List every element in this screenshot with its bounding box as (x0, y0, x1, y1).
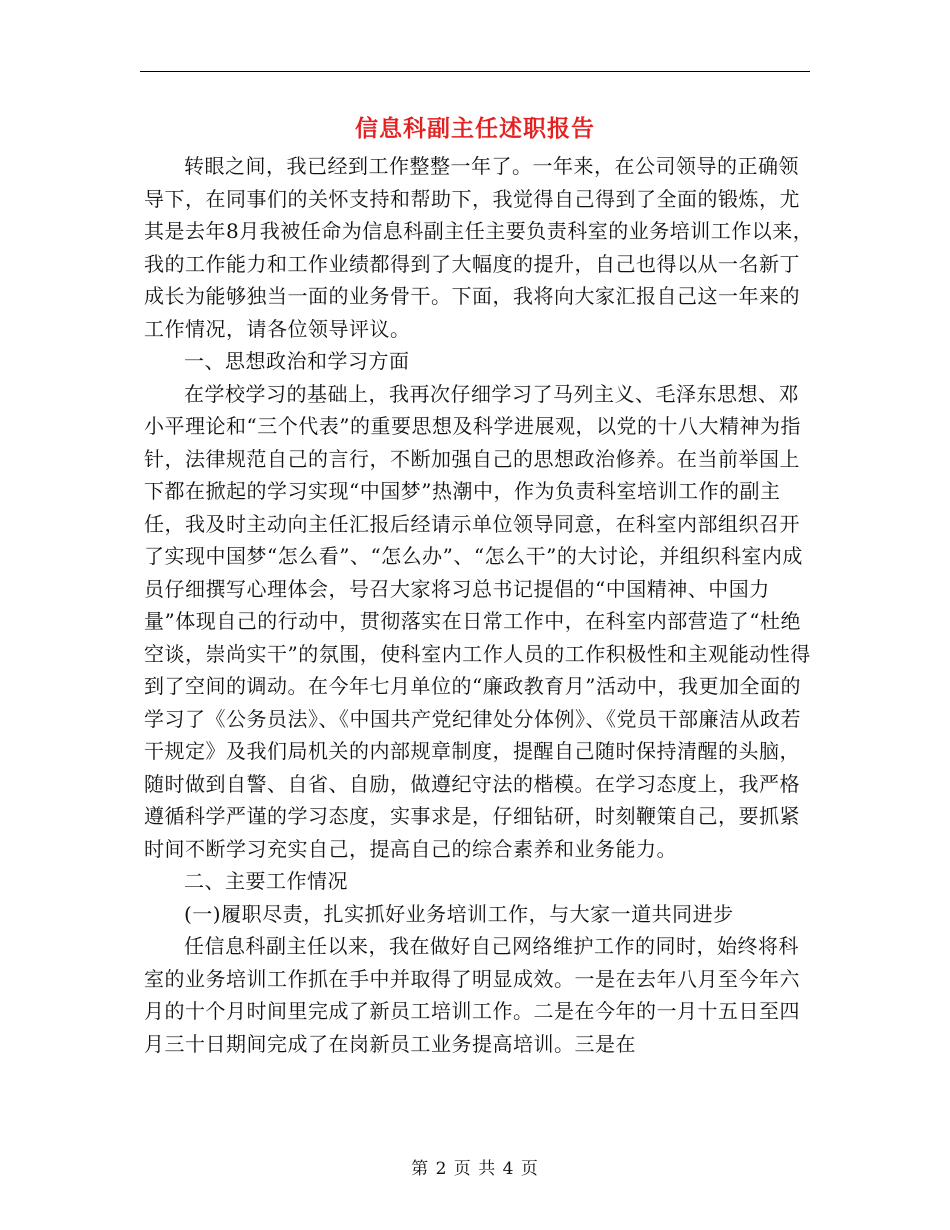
section-heading-2: 二、主要工作情况 (184, 869, 348, 893)
paragraph-intro: 转眼之间，我已经到工作整整一年了。一年来，在公司领导的正确领导下，在同事们的关怀支持和帮助下，我觉得自己得到了全面的锻炼，尤其是去年8月我被任命为信息科副主任主要负责科室的业务培训工作以来，我的工作能力和工作业绩都得到了大幅度的提升，自己也得以从一名新丁成长为能够独当一面的业务骨干。下面，我将向大家汇报自己这一年来的工作情况，请各位领导评议。 (144, 154, 814, 341)
document-body (144, 150, 814, 1060)
paragraph-training: 任信息科副主任以来，我在做好自己网络维护工作的同时，始终将科室的业务培训工作抓在手中并取得了明显成效。一是在去年八月至今年六月的十个月时间里完成了新员工培训工作。二是在今年的一月十五日至四月三十日期间完成了在岗新员工业务提高培训。三是在 (144, 934, 800, 1056)
document-title: 信息科副主任述职报告 (355, 115, 595, 142)
header-rule (140, 71, 810, 72)
paragraph-study: 在学校学习的基础上，我再次仔细学习了马列主义、毛泽东思想、邓小平理论和“三个代表”的重要思想及科学进展观，以党的十八大精神为指针，法律规范自己的言行，不断加强自己的思想政治修养。在当前举国上下都在掀起的学习实现“中国梦”热潮中，作为负责科室培训工作的副主任，我及时主动向主任汇报后经请示单位领导同意，在科室内部组织召开了实现中国梦“怎么看”、“怎么办”、“怎么干”的大讨论，并组织科室内成员仔细撰写心理体会，号召大家将习总书记提倡的“中国精神、中国力量”体现自己的行动中，贯彻落实在日常工作中，在科室内部营造了“杜绝空谈，崇尚实干”的氛围，使科室内工作人员的工作积极性和主观能动性得到了空间的调动。在今年七月单位的“廉政教育月”活动中，我更加全面的学习了《公务员法》、《中国共产党纪律处分体例》、《党员干部廉洁从政若干规定》及我们局机关的内部规章制度，提醒自己随时保持清醒的头脑，随时做到自警、自省、自励，做遵纪守法的楷模。在学习态度上，我严格遵循科学严谨的学习态度，实事求是，仔细钻研，时刻鞭策自己，要抓紧时间不断学习充实自己，提高自己的综合素养和业务能力。 (144, 381, 811, 861)
page-number-footer: 第 2 页 共 4 页 (411, 1159, 539, 1179)
subsection-heading-1: (一)履职尽责，扎实抓好业务培训工作，与大家一道共同进步 (184, 901, 734, 926)
section-heading-1: 一、思想政治和学习方面 (184, 349, 410, 373)
